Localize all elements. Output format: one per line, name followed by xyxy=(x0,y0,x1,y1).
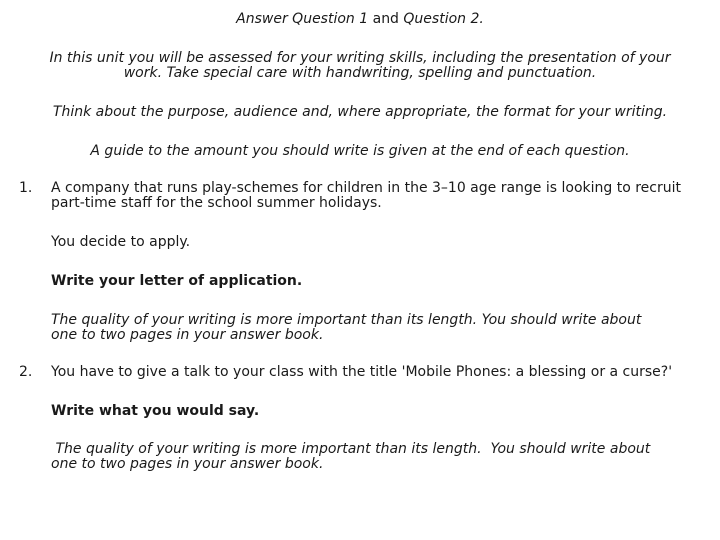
question-2-quality-line-1: The quality of your writing is more important than its length. You should write about xyxy=(51,441,651,457)
instructions-header xyxy=(0,12,720,27)
purpose-instruction: Think about the purpose, audience and, where appropriate, the format for your writing. xyxy=(52,104,668,120)
question-2-quality-line-2: one to two pages in your answer book. xyxy=(51,456,324,472)
question-2-prompt-line-1: You have to give a talk to your class with the title 'Mobile Phones: a blessing or a curse?' xyxy=(51,364,673,380)
question-1-task: Write your letter of application. xyxy=(51,273,303,289)
intro-line-2: work. Take special care with handwriting, spelling and punctuation. xyxy=(123,65,597,81)
header-joiner: and xyxy=(372,11,399,27)
length-guide: A guide to the amount you should write is given at the end of each question. xyxy=(90,143,630,159)
header-part2: Question 2. xyxy=(403,11,484,27)
header-part1: Answer Question 1 xyxy=(236,11,369,27)
question-1-number: 1. xyxy=(19,180,33,196)
question-2-task: Write what you would say. xyxy=(51,403,260,419)
question-1-prompt-line-2: part-time staff for the school summer holidays. xyxy=(51,195,382,211)
question-1-prompt-line-1: A company that runs play-schemes for children in the 3–10 age range is looking to recruit xyxy=(51,180,681,196)
question-1-context: You decide to apply. xyxy=(51,234,191,250)
intro-line-1: In this unit you will be assessed for your writing skills, including the presentation of your xyxy=(49,50,671,66)
question-2-number: 2. xyxy=(19,364,33,380)
question-1-quality-line-2: one to two pages in your answer book. xyxy=(51,327,324,343)
question-1-quality-line-1: The quality of your writing is more important than its length. You should write about xyxy=(51,312,642,328)
